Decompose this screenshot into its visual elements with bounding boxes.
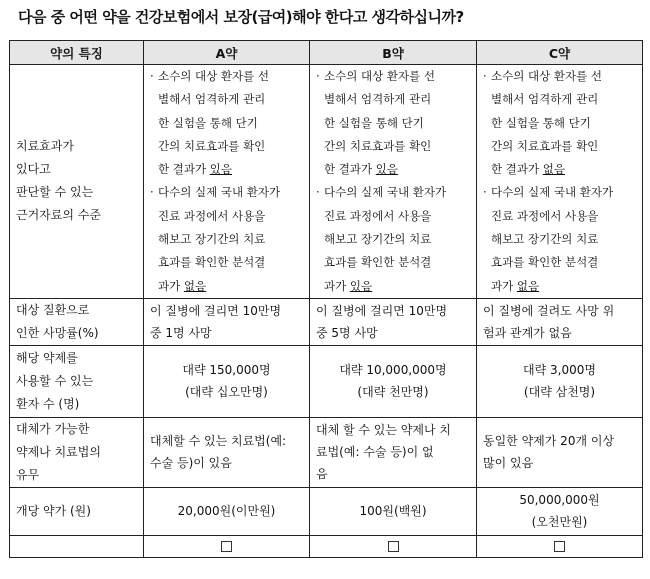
evidence-drug-b [310, 65, 477, 299]
price-drug-a: 20,000원(이만원) [144, 487, 310, 535]
patients-drug-b: 대략 10,000,000명 (대략 천만명) [310, 345, 477, 417]
question-title: 다음 중 어떤 약을 건강보험에서 보장(급여)해야 한다고 생각하십니까? [18, 8, 464, 26]
bullet-item: · 소수의 대상 환자를 선 별해서 엄격하게 관리 한 실험을 통해 단기 간의 치료효과를 확인 한 결과가 있음 [150, 69, 269, 177]
drug-comparison-table [9, 40, 643, 558]
select-drug-a-cell [144, 535, 310, 557]
patients-drug-c: 대략 3,000명 (대략 삼천명) [477, 345, 643, 417]
header-row [10, 41, 643, 65]
header-feature: 약의 특징 [10, 41, 144, 65]
selection-row [10, 535, 643, 557]
alternatives-row [10, 417, 643, 487]
bullet-item: · 다수의 실제 국내 환자가 진료 과정에서 사용을 해보고 장기간의 치료 효과를 확인한 분석결 과가 없음 [150, 185, 281, 293]
evidence-drug-a [144, 65, 310, 299]
select-drug-b-checkbox[interactable] [388, 541, 399, 552]
price-drug-c: 50,000,000원 (오천만원) [477, 487, 643, 535]
mortality-label: 대상 질환으로 인한 사망률(%) [10, 298, 144, 345]
selection-label [10, 535, 144, 557]
mortality-drug-b: 이 질병에 걸리면 10만명 중 5명 사망 [310, 298, 477, 345]
select-drug-c-checkbox[interactable] [554, 541, 565, 552]
select-drug-b-cell [310, 535, 477, 557]
evidence-drug-c [477, 65, 643, 299]
patients-drug-a: 대략 150,000명 (대략 십오만명) [144, 345, 310, 417]
mortality-drug-c: 이 질병에 걸려도 사망 위 험과 관계가 없음 [477, 298, 643, 345]
patients-label: 해당 약제를 사용할 수 있는 환자 수 (명) [10, 345, 144, 417]
evidence-label: 치료효과가 있다고 판단할 수 있는 근거자료의 수준 [10, 65, 144, 299]
bullet-item: · 다수의 실제 국내 환자가 진료 과정에서 사용을 해보고 장기간의 치료 효과를 확인한 분석결 과가 있음 [316, 185, 447, 293]
evidence-row [10, 65, 643, 299]
select-drug-c-cell [477, 535, 643, 557]
mortality-row [10, 298, 643, 345]
header-drug-b: B약 [310, 41, 477, 65]
price-row [10, 487, 643, 535]
header-drug-a: A약 [144, 41, 310, 65]
bullet-item: · 소수의 대상 환자를 선 별해서 엄격하게 관리 한 실험을 통해 단기 간의 치료효과를 확인 한 결과가 있음 [316, 69, 435, 177]
select-drug-a-checkbox[interactable] [221, 541, 232, 552]
price-label: 개당 약가 (원) [10, 487, 144, 535]
alternatives-label: 대체가 가능한 약제나 치료법의 유무 [10, 417, 144, 487]
alternatives-drug-c: 동일한 약제가 20개 이상 많이 있음 [477, 417, 643, 487]
bullet-item: · 다수의 실제 국내 환자가 진료 과정에서 사용을 해보고 장기간의 치료 효과를 확인한 분석결 과가 없음 [483, 185, 614, 293]
mortality-drug-a: 이 질병에 걸리면 10만명 중 1명 사망 [144, 298, 310, 345]
price-drug-b: 100원(백원) [310, 487, 477, 535]
bullet-item: · 소수의 대상 환자를 선 별해서 엄격하게 관리 한 실험을 통해 단기 간의 치료효과를 확인 한 결과가 없음 [483, 69, 602, 177]
alternatives-drug-b: 대체 할 수 있는 약제나 치 료법(예: 수술 등)이 없 음 [310, 417, 477, 487]
alternatives-drug-a: 대체할 수 있는 치료법(예: 수술 등)이 있음 [144, 417, 310, 487]
patients-row [10, 345, 643, 417]
header-drug-c: C약 [477, 41, 643, 65]
